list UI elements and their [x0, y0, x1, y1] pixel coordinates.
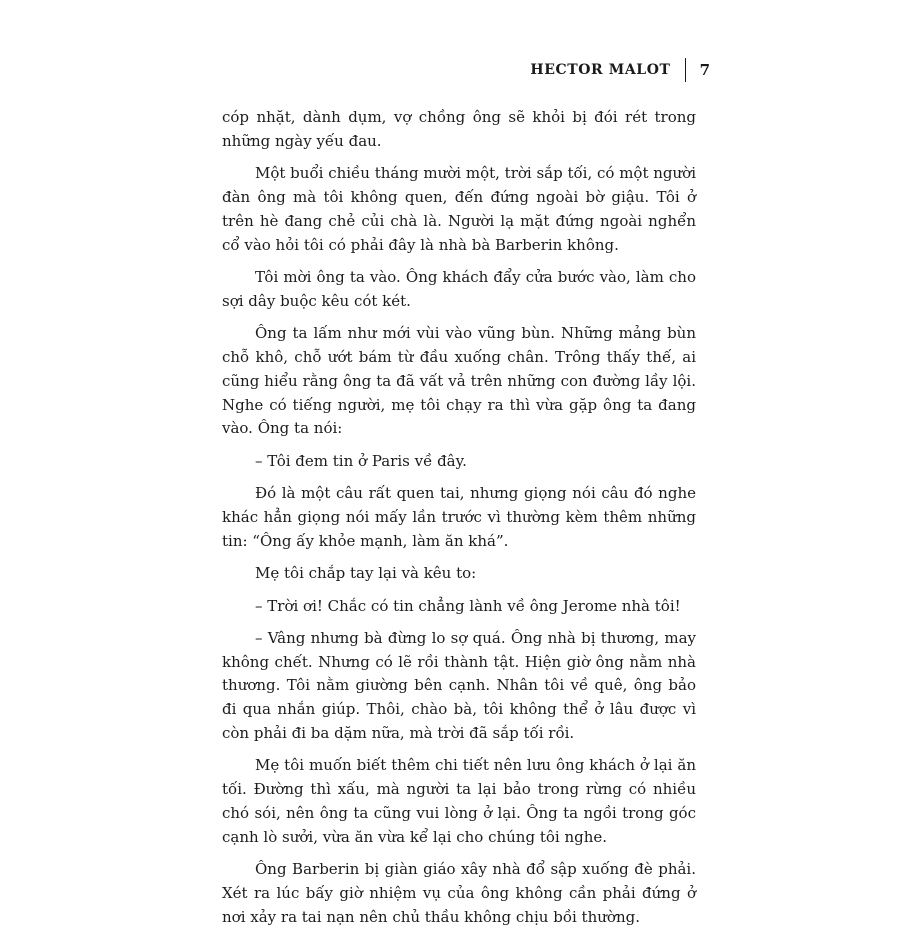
dialogue-line: – Trời ơi! Chắc có tin chẳng lành về ông Jerome nhà tôi!	[255, 596, 681, 615]
dialogue-line: – Tôi đem tin ở Paris về đây.	[255, 451, 467, 470]
paragraph: Đó là một câu rất quen tai, nhưng giọng nói câu đó nghe khác hẳn giọng nói mấy lần trước vì thường kèm thêm những tin: “Ông ấy khỏe mạnh, làm ăn khá”.	[222, 484, 696, 550]
paragraph: cóp nhặt, dành dụm, vợ chồng ông sẽ khỏi bị đói rét trong những ngày yếu đau.	[222, 108, 696, 150]
body-text	[222, 106, 696, 938]
paragraph: Ông ta lấm như mới vùi vào vũng bùn. Những mảng bùn chỗ khô, chỗ ướt bám từ đầu xuống chân. Trông thấy thế, ai cũng hiểu rằng ông ta đã vất vả trên những con đường lầy lội. Nghe có tiếng người, mẹ tôi chạy ra thì vừa gặp ông ta đang vào. Ông ta nói:	[222, 324, 696, 438]
dialogue-line: – Vâng nhưng bà đừng lo sợ quá. Ông nhà bị thương, may không chết. Nhưng có lẽ rồi thành tật. Hiện giờ ông nằm nhà thương. Tôi nằm giường bên cạnh. Nhân tôi về quê, ông bảo đi qua nhắn giúp. Thôi, chào bà, tôi không thể ở lâu được vì còn phải đi ba dặm nữa, mà trời đã sắp tối rồi.	[222, 628, 696, 743]
paragraph: Mẹ tôi chắp tay lại và kêu to:	[255, 564, 477, 583]
header-author: HECTOR MALOT	[530, 62, 671, 78]
paragraph: Tôi mời ông ta vào. Ông khách đẩy cửa bước vào, làm cho sợi dây buộc kêu cót két.	[222, 267, 696, 310]
header-divider	[685, 58, 686, 82]
paragraph: Mẹ tôi muốn biết thêm chi tiết nên lưu ông khách ở lại ăn tối. Đường thì xấu, mà người ta lại bảo trong rừng có nhiều chó sói, nên ông ta cũng vui lòng ở lại. Ông ta ngồi trong góc cạnh lò sưởi, vừa ăn vừa kể lại cho chúng tôi nghe.	[222, 756, 696, 846]
page-number: 7	[699, 61, 710, 79]
paragraph: Ông Barberin bị giàn giáo xây nhà đổ sập xuống đè phải. Xét ra lúc bấy giờ nhiệm vụ của ông không cần phải đứng ở nơi xảy ra tai nạn nên chủ thầu không chịu bồi thường.	[222, 860, 696, 926]
running-header	[530, 58, 710, 82]
paragraph: Một buổi chiều tháng mười một, trời sắp tối, có một người đàn ông mà tôi không quen, đến đứng ngoài bờ giậu. Tôi ở trên hè đang chẻ củi chà là. Người lạ mặt đứng ngoài nghển cổ vào hỏi tôi có phải đây là nhà bà Barberin không.	[222, 164, 697, 254]
